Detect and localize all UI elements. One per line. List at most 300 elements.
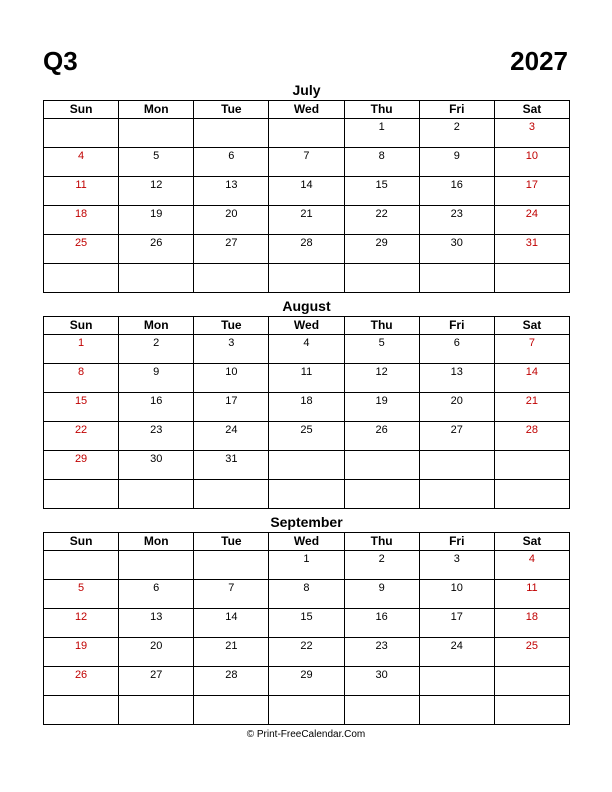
day-number: 26 (150, 237, 163, 249)
day-cell (44, 206, 119, 235)
month-title: August (282, 298, 331, 314)
day-cell (44, 148, 119, 177)
week-row (44, 235, 570, 264)
day-cell (44, 235, 119, 264)
day-number: 23 (150, 424, 163, 436)
week-row (44, 177, 570, 206)
day-cell (119, 551, 194, 580)
day-cell (344, 148, 419, 177)
day-number (420, 480, 494, 481)
day-cell (44, 451, 119, 480)
day-cell (269, 609, 344, 638)
day-cell (44, 119, 119, 148)
day-number: 30 (150, 453, 163, 465)
weekday-sun: Sun (44, 533, 119, 551)
weekday-tue: Tue (194, 317, 269, 335)
day-number: 6 (453, 337, 460, 349)
day-number (194, 264, 268, 265)
day-number: 19 (150, 208, 163, 220)
day-number (44, 480, 118, 481)
day-number: 11 (300, 366, 313, 378)
day-cell (269, 638, 344, 667)
day-number (420, 667, 494, 668)
day-cell (419, 364, 494, 393)
month-block-september (43, 512, 570, 725)
day-cell (269, 451, 344, 480)
day-cell (119, 480, 194, 509)
day-number (44, 696, 118, 697)
day-number: 16 (150, 395, 163, 407)
weekday-mon: Mon (119, 317, 194, 335)
day-cell (119, 667, 194, 696)
day-cell (419, 667, 494, 696)
day-cell (344, 177, 419, 206)
day-number: 20 (225, 208, 238, 220)
day-cell (194, 148, 269, 177)
day-number: 8 (303, 582, 310, 594)
day-cell (419, 177, 494, 206)
weekday-fri: Fri (419, 101, 494, 119)
day-cell (494, 119, 569, 148)
day-number (495, 667, 569, 668)
day-number (194, 696, 268, 697)
day-cell (119, 451, 194, 480)
weekday-wed: Wed (269, 317, 344, 335)
day-cell (419, 551, 494, 580)
week-row (44, 264, 570, 293)
day-number: 24 (450, 640, 463, 652)
day-number: 25 (525, 640, 539, 652)
weekday-mon: Mon (119, 101, 194, 119)
day-number: 10 (225, 366, 238, 378)
day-cell (419, 480, 494, 509)
day-cell (119, 609, 194, 638)
day-number: 23 (450, 208, 463, 220)
day-cell (494, 335, 569, 364)
day-number (495, 696, 569, 697)
day-cell (269, 696, 344, 725)
day-number (269, 451, 343, 452)
month-grid (43, 532, 570, 725)
day-number: 8 (378, 150, 385, 162)
day-cell (269, 480, 344, 509)
day-number (119, 264, 193, 265)
day-cell (344, 119, 419, 148)
day-cell (419, 335, 494, 364)
day-cell (44, 551, 119, 580)
day-number: 23 (375, 640, 388, 652)
day-cell (194, 580, 269, 609)
day-cell (494, 551, 569, 580)
day-number: 18 (300, 395, 313, 407)
day-number: 10 (450, 582, 463, 594)
day-number: 20 (450, 395, 463, 407)
day-number: 6 (228, 150, 235, 162)
day-cell (194, 393, 269, 422)
day-cell (494, 177, 569, 206)
day-number: 13 (225, 179, 238, 191)
day-number: 11 (75, 179, 87, 191)
day-number: 28 (525, 424, 539, 436)
day-number: 14 (300, 179, 313, 191)
day-number: 24 (525, 208, 539, 220)
weekday-sun: Sun (44, 317, 119, 335)
month-grid (43, 316, 570, 509)
month-block-august (43, 296, 570, 509)
day-number: 15 (375, 179, 388, 191)
day-number: 6 (153, 582, 160, 594)
month-title: September (270, 514, 343, 530)
day-cell (419, 393, 494, 422)
day-cell (344, 551, 419, 580)
day-number: 4 (528, 553, 535, 565)
day-number: 27 (225, 237, 238, 249)
week-row (44, 609, 570, 638)
day-cell (119, 422, 194, 451)
day-number (269, 480, 343, 481)
day-number: 5 (153, 150, 160, 162)
weekday-sat: Sat (494, 317, 569, 335)
day-number: 20 (150, 640, 163, 652)
day-number: 12 (74, 611, 88, 623)
weekday-mon: Mon (119, 533, 194, 551)
day-cell (344, 364, 419, 393)
day-cell (494, 638, 569, 667)
day-number: 30 (375, 669, 388, 681)
day-number (345, 696, 419, 697)
day-number (269, 119, 343, 120)
weekday-sun: Sun (44, 101, 119, 119)
day-cell (119, 206, 194, 235)
day-number: 11 (526, 582, 538, 594)
day-cell (344, 393, 419, 422)
day-number (119, 551, 193, 552)
weekday-thu: Thu (344, 533, 419, 551)
day-cell (44, 667, 119, 696)
day-cell (44, 177, 119, 206)
year-label: 2027 (510, 46, 568, 76)
day-number (420, 451, 494, 452)
day-number: 26 (375, 424, 388, 436)
day-cell (44, 638, 119, 667)
day-number: 10 (525, 150, 539, 162)
day-cell (194, 422, 269, 451)
day-cell (419, 119, 494, 148)
day-cell (119, 364, 194, 393)
day-cell (269, 206, 344, 235)
day-number: 31 (525, 237, 539, 249)
day-number: 2 (453, 121, 460, 133)
day-number (44, 119, 118, 120)
day-number: 17 (225, 395, 238, 407)
day-cell (344, 667, 419, 696)
day-cell (119, 393, 194, 422)
weekday-header-row (44, 533, 570, 551)
day-cell (119, 696, 194, 725)
day-number: 16 (375, 611, 388, 623)
weekday-tue: Tue (194, 101, 269, 119)
day-number: 14 (525, 366, 539, 378)
day-cell (344, 451, 419, 480)
month-title: July (292, 82, 321, 98)
day-cell (419, 580, 494, 609)
day-number (119, 119, 193, 120)
day-number: 5 (78, 582, 85, 594)
day-cell (269, 148, 344, 177)
day-number: 7 (528, 337, 535, 349)
day-number: 21 (225, 640, 238, 652)
day-number (44, 551, 118, 552)
day-cell (344, 638, 419, 667)
weekday-fri: Fri (419, 317, 494, 335)
week-row (44, 551, 570, 580)
day-cell (269, 119, 344, 148)
day-number: 21 (525, 395, 539, 407)
day-number: 17 (525, 179, 539, 191)
day-number (44, 264, 118, 265)
day-cell (419, 206, 494, 235)
day-number (119, 696, 193, 697)
day-cell (419, 235, 494, 264)
day-cell (269, 667, 344, 696)
week-row (44, 422, 570, 451)
day-number: 9 (153, 366, 160, 378)
day-cell (44, 609, 119, 638)
day-number: 1 (78, 337, 85, 349)
day-number (269, 264, 343, 265)
weekday-thu: Thu (344, 101, 419, 119)
day-number: 2 (153, 337, 160, 349)
week-row (44, 206, 570, 235)
day-number: 25 (300, 424, 313, 436)
day-cell (44, 422, 119, 451)
weekday-wed: Wed (269, 101, 344, 119)
day-cell (44, 696, 119, 725)
day-cell (194, 119, 269, 148)
day-number: 27 (450, 424, 463, 436)
day-cell (344, 696, 419, 725)
day-cell (194, 235, 269, 264)
day-cell (494, 393, 569, 422)
day-cell (494, 667, 569, 696)
day-cell (419, 422, 494, 451)
week-row (44, 451, 570, 480)
month-block-july (43, 80, 570, 293)
day-number: 19 (375, 395, 388, 407)
day-number: 3 (228, 337, 235, 349)
week-row (44, 580, 570, 609)
day-number: 14 (225, 611, 238, 623)
weekday-header-row (44, 101, 570, 119)
week-row (44, 364, 570, 393)
day-cell (44, 364, 119, 393)
day-number: 15 (300, 611, 313, 623)
day-number (495, 264, 569, 265)
month-grid (43, 100, 570, 293)
day-number (119, 480, 193, 481)
day-cell (419, 148, 494, 177)
day-cell (269, 264, 344, 293)
day-cell (419, 264, 494, 293)
day-number: 12 (150, 179, 163, 191)
day-number: 4 (303, 337, 310, 349)
day-cell (194, 480, 269, 509)
quarter-label: Q3 (43, 46, 78, 76)
day-cell (44, 480, 119, 509)
day-cell (119, 235, 194, 264)
day-cell (419, 696, 494, 725)
day-number: 3 (453, 553, 460, 565)
day-cell (119, 119, 194, 148)
day-cell (194, 364, 269, 393)
weekday-thu: Thu (344, 317, 419, 335)
day-number (269, 696, 343, 697)
day-cell (194, 206, 269, 235)
day-number (345, 451, 419, 452)
day-cell (494, 480, 569, 509)
day-number: 29 (375, 237, 388, 249)
day-number (420, 696, 494, 697)
day-cell (269, 364, 344, 393)
day-number: 15 (74, 395, 88, 407)
day-cell (194, 177, 269, 206)
day-number: 30 (450, 237, 463, 249)
day-cell (494, 235, 569, 264)
day-number: 22 (74, 424, 88, 436)
day-number: 18 (74, 208, 88, 220)
day-cell (344, 422, 419, 451)
day-number (345, 264, 419, 265)
day-number: 28 (225, 669, 238, 681)
week-row (44, 480, 570, 509)
day-cell (494, 580, 569, 609)
weekday-header-row (44, 317, 570, 335)
day-number: 13 (450, 366, 463, 378)
week-row (44, 393, 570, 422)
day-number: 25 (74, 237, 88, 249)
day-cell (119, 264, 194, 293)
day-cell (269, 580, 344, 609)
day-number: 21 (300, 208, 313, 220)
week-row (44, 638, 570, 667)
day-cell (194, 609, 269, 638)
weekday-sat: Sat (494, 101, 569, 119)
day-cell (119, 580, 194, 609)
day-cell (494, 264, 569, 293)
day-number: 4 (78, 150, 85, 162)
day-cell (344, 264, 419, 293)
day-cell (194, 451, 269, 480)
day-cell (44, 335, 119, 364)
day-number: 27 (150, 669, 163, 681)
day-number: 22 (300, 640, 313, 652)
day-cell (269, 235, 344, 264)
day-cell (119, 335, 194, 364)
day-cell (44, 264, 119, 293)
weekday-tue: Tue (194, 533, 269, 551)
day-number: 2 (378, 553, 385, 565)
day-number: 8 (78, 366, 85, 378)
day-cell (44, 580, 119, 609)
day-number: 24 (225, 424, 238, 436)
day-cell (494, 609, 569, 638)
day-number: 29 (300, 669, 313, 681)
footer-credit: © Print-FreeCalendar.Com (246, 729, 366, 740)
day-number (345, 480, 419, 481)
day-cell (344, 235, 419, 264)
day-number: 29 (74, 453, 88, 465)
day-number: 18 (525, 611, 539, 623)
day-cell (194, 638, 269, 667)
day-number: 3 (528, 121, 535, 133)
day-cell (44, 393, 119, 422)
day-cell (419, 609, 494, 638)
day-number: 31 (225, 453, 238, 465)
day-cell (419, 638, 494, 667)
day-number: 1 (303, 553, 310, 565)
day-number (194, 119, 268, 120)
week-row (44, 119, 570, 148)
day-number (420, 264, 494, 265)
day-cell (194, 335, 269, 364)
day-number: 13 (150, 611, 163, 623)
day-cell (344, 335, 419, 364)
day-cell (194, 696, 269, 725)
day-cell (269, 393, 344, 422)
day-cell (194, 667, 269, 696)
day-number: 5 (378, 337, 385, 349)
day-number: 7 (228, 582, 235, 594)
day-cell (269, 422, 344, 451)
day-number: 28 (300, 237, 313, 249)
day-number: 12 (375, 366, 388, 378)
day-number: 16 (450, 179, 463, 191)
day-cell (494, 206, 569, 235)
week-row (44, 335, 570, 364)
day-cell (344, 206, 419, 235)
weekday-sat: Sat (494, 533, 569, 551)
day-cell (119, 177, 194, 206)
day-number (194, 480, 268, 481)
day-cell (419, 451, 494, 480)
day-number: 26 (74, 669, 88, 681)
day-cell (494, 451, 569, 480)
day-cell (269, 177, 344, 206)
day-number: 22 (375, 208, 388, 220)
day-cell (494, 696, 569, 725)
day-cell (269, 551, 344, 580)
day-number (495, 480, 569, 481)
day-cell (344, 480, 419, 509)
day-number: 17 (450, 611, 463, 623)
day-number: 7 (303, 150, 310, 162)
weekday-wed: Wed (269, 533, 344, 551)
day-cell (494, 422, 569, 451)
week-row (44, 667, 570, 696)
day-cell (344, 580, 419, 609)
week-row (44, 696, 570, 725)
week-row (44, 148, 570, 177)
day-cell (119, 148, 194, 177)
day-cell (194, 551, 269, 580)
day-number: 19 (74, 640, 88, 652)
weekday-fri: Fri (419, 533, 494, 551)
day-number: 1 (378, 121, 385, 133)
day-cell (494, 148, 569, 177)
day-number (495, 451, 569, 452)
day-number: 9 (378, 582, 385, 594)
day-cell (344, 609, 419, 638)
